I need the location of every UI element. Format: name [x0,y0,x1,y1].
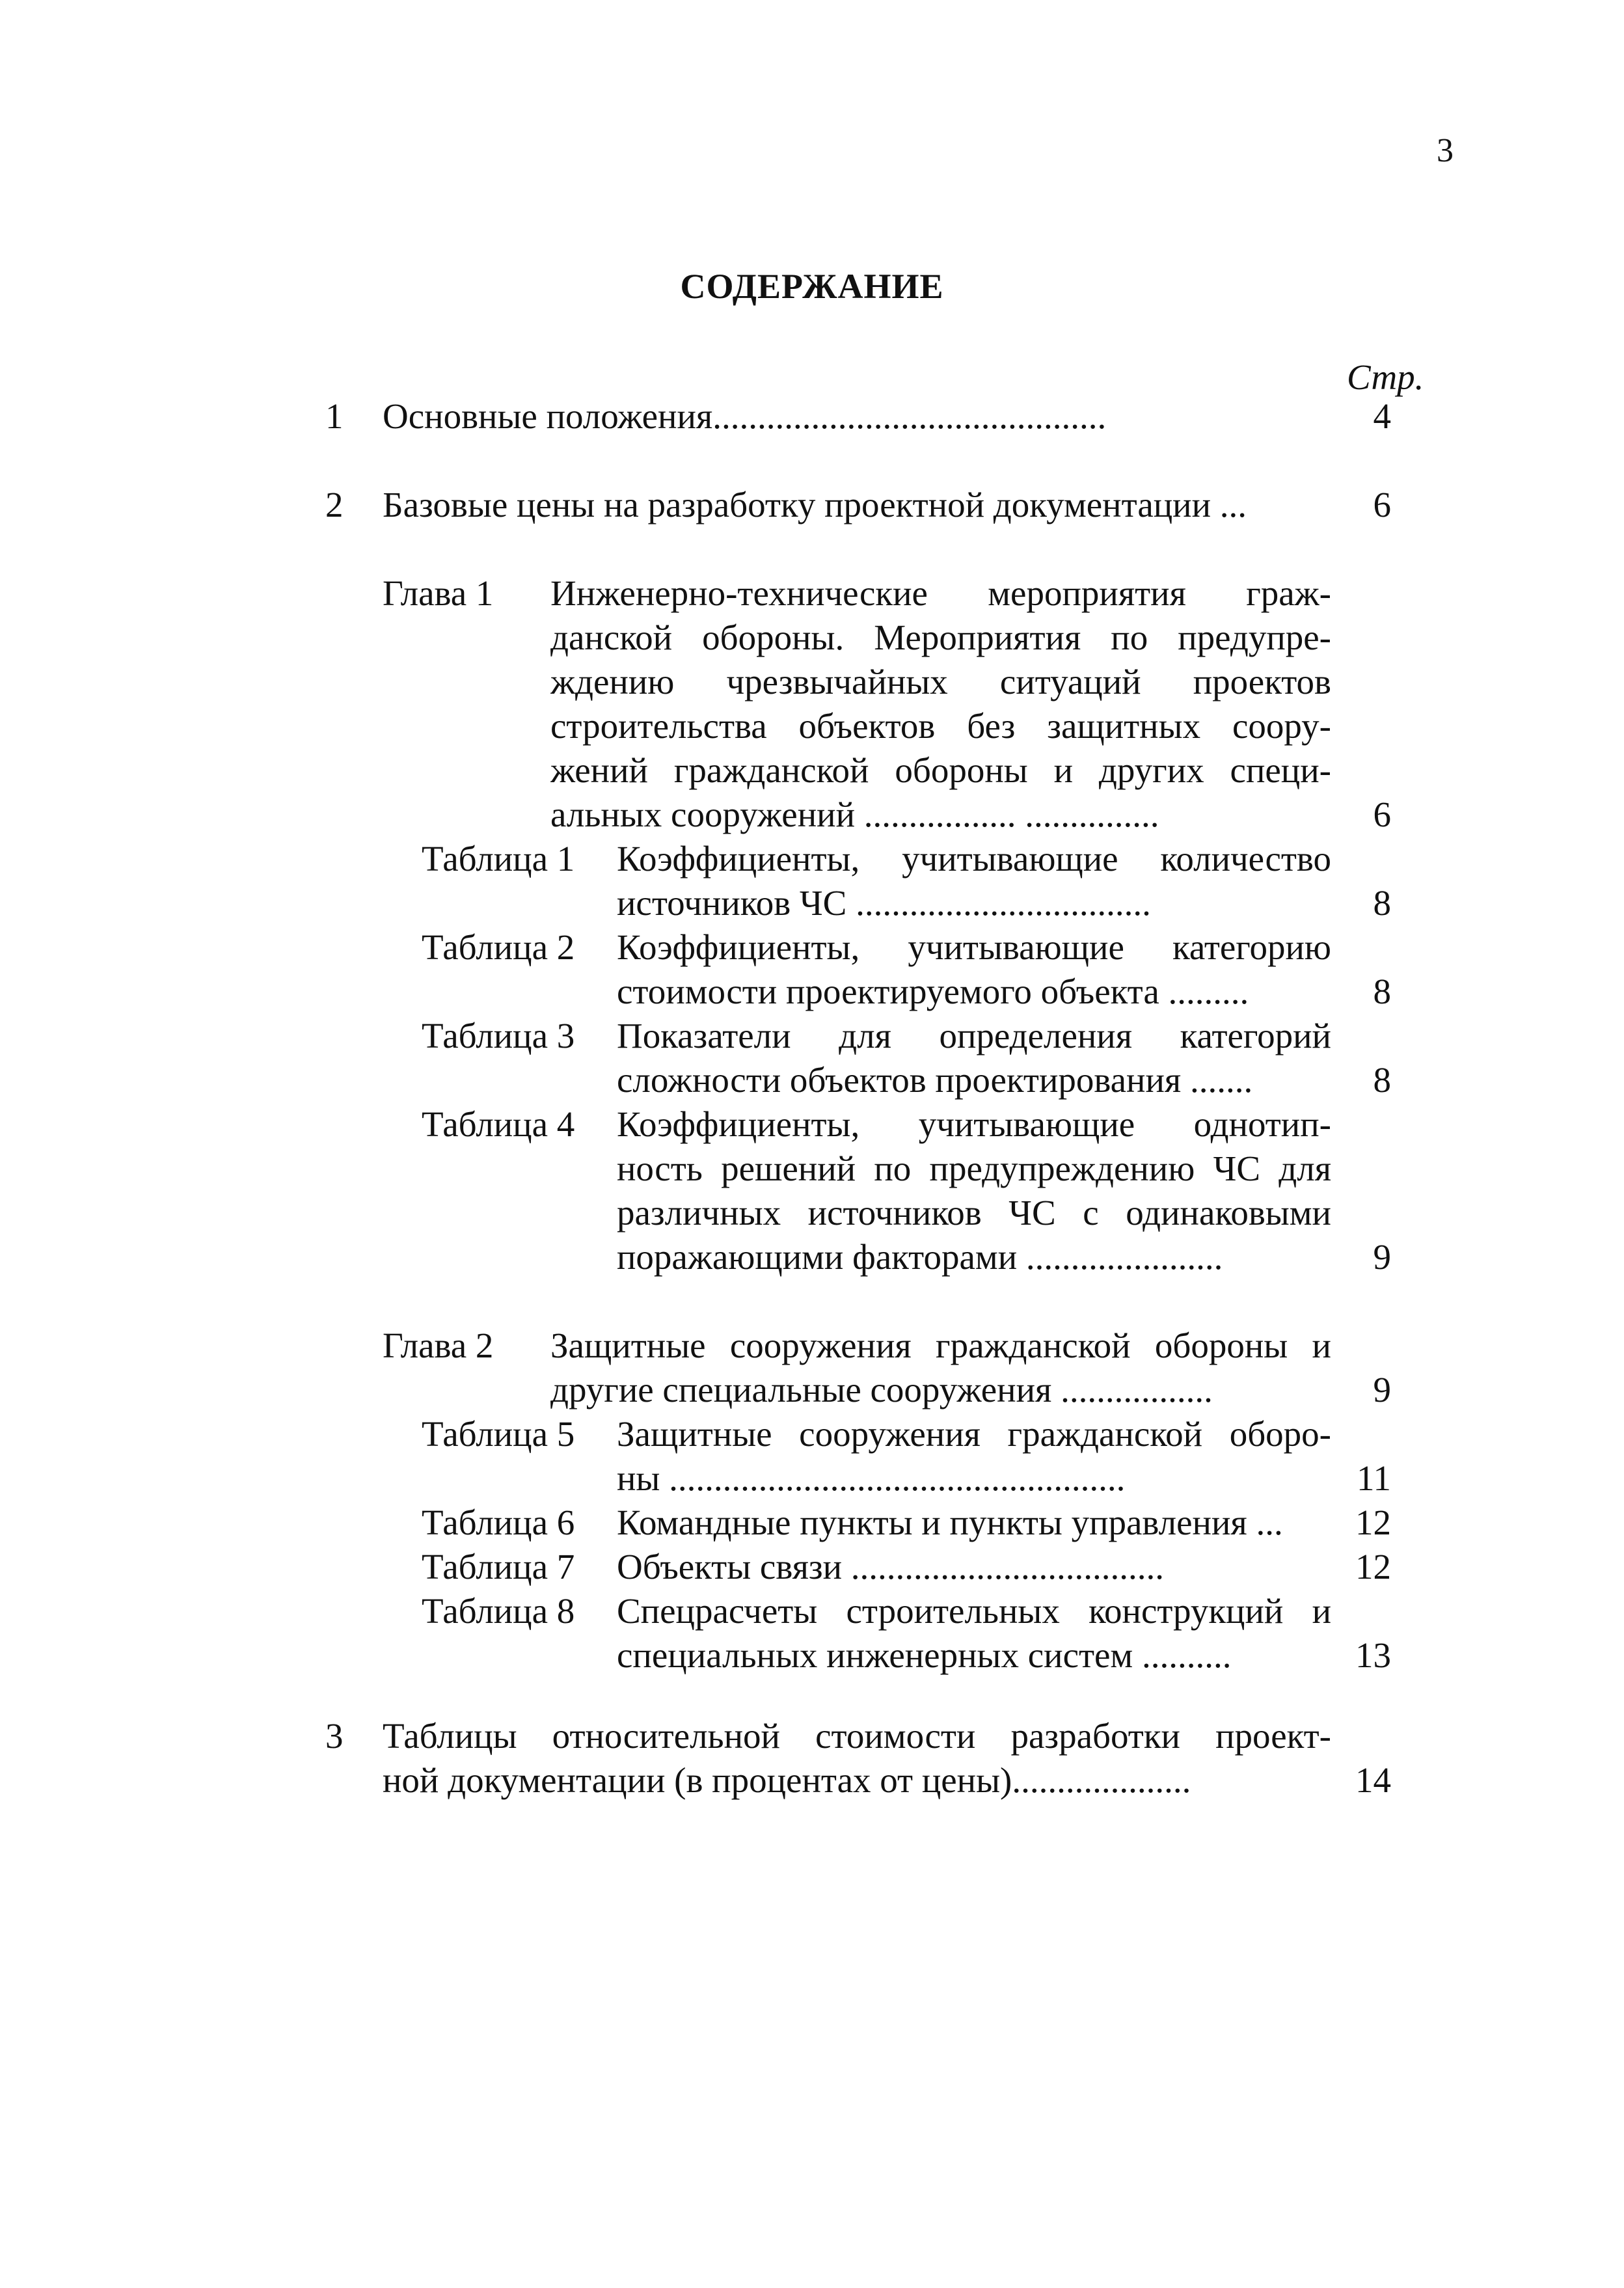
toc-page-ref: 13 [1355,1635,1391,1675]
toc-entry-line: строительства объектов без защитных соору- [550,706,1331,746]
toc-section-number: 3 [325,1716,344,1756]
toc-entry-line: жений гражданской обороны и других специ- [550,750,1331,790]
toc-section-number: 2 [325,485,344,524]
toc-entry-line: Коэффициенты, учитывающие однотип- [617,1104,1331,1144]
toc-page-ref: 4 [1373,396,1391,436]
toc-page-ref: 8 [1373,972,1391,1011]
toc-entry-line: ность решений по предупреждению ЧС для [617,1149,1331,1188]
toc-entry-text [383,483,1333,527]
toc-entry-line: другие специальные сооружения ................. [550,1370,1213,1410]
toc-entry-line: Объекты связи ................................... [617,1547,1165,1587]
toc-table-label: Таблица 7 [422,1547,575,1587]
toc-entry-line: альных сооружений ................. ............... [550,795,1159,834]
toc-table-label: Таблица 6 [422,1503,575,1542]
toc-entry-text [617,1501,1331,1545]
toc-page-ref: 8 [1373,1060,1391,1100]
toc-page-ref: 9 [1373,1370,1391,1410]
toc-entry-line: Защитные сооружения гражданской оборо- [617,1414,1331,1454]
toc-page-ref: 6 [1373,795,1391,834]
toc-table-label: Таблица 5 [422,1414,575,1454]
toc-entry-line: Коэффициенты, учитывающие количество [617,839,1331,878]
toc-entry-line: поражающими факторами ...................... [617,1237,1223,1277]
document-title: СОДЕРЖАНИЕ [680,267,944,306]
toc-page-ref: 11 [1357,1458,1391,1498]
toc-chapter-label: Глава 2 [383,1326,494,1365]
toc-entry-line: Спецрасчеты строительных конструкций и [617,1591,1331,1631]
toc-table-label: Таблица 1 [422,839,575,878]
toc-entry-text [550,571,1331,837]
toc-entry-line: специальных инженерных систем .......... [617,1635,1232,1675]
toc-entry-line: Основные положения............................................ [383,396,1107,436]
toc-table-label: Таблица 2 [422,927,575,967]
toc-page-ref: 6 [1373,485,1391,524]
toc-entry-line: источников ЧС ................................. [617,883,1151,923]
page-number: 3 [1437,132,1454,169]
toc-entry-text [617,1102,1331,1279]
toc-section-number: 1 [325,396,344,436]
toc-entry-text [617,837,1331,925]
toc-table-label: Таблица 8 [422,1591,575,1631]
toc-entry-line: данской обороны. Мероприятия по предупре- [550,618,1331,657]
toc-entry-line: стоимости проектируемого объекта ......... [617,972,1249,1011]
page-column-label: Стр. [1347,357,1424,397]
toc-entry-line: Инженерно-технические мероприятия граж- [550,573,1331,613]
toc-entry-line: Командные пункты и пункты управления ... [617,1503,1283,1542]
toc-page-ref: 9 [1373,1237,1391,1277]
toc-entry-text [617,1545,1331,1589]
toc-entry-text [383,1714,1331,1803]
toc-entry-line: ны ................................................... [617,1458,1126,1498]
toc-page-ref: 12 [1355,1503,1391,1542]
toc-entry-line: различных источников ЧС с одинаковыми [617,1193,1331,1233]
toc-entry-line: ной документации (в процентах от цены).................... [383,1760,1191,1800]
toc-entry-text [550,1324,1331,1412]
toc-entry-line: Базовые цены на разработку проектной документации ... [383,485,1247,524]
toc-entry-line: Таблицы относительной стоимости разработки проект- [383,1716,1331,1756]
toc-table-label: Таблица 4 [422,1104,575,1144]
toc-entry-text [617,1014,1331,1102]
toc-chapter-label: Глава 1 [383,573,494,613]
toc-entry-line: Защитные сооружения гражданской обороны и [550,1326,1331,1365]
toc-entry-line: сложности объектов проектирования ....... [617,1060,1253,1100]
toc-page-ref: 14 [1355,1760,1391,1800]
toc-entry-line: ждению чрезвычайных ситуаций проектов [550,662,1331,701]
toc-entry-line: Показатели для определения категорий [617,1016,1331,1055]
toc-page-ref: 12 [1355,1547,1391,1587]
toc-table-label: Таблица 3 [422,1016,575,1055]
toc-entry-text [617,1412,1331,1501]
toc-entry-line: Коэффициенты, учитывающие категорию [617,927,1331,967]
toc-entry-text [617,925,1331,1014]
toc-entry-text [617,1589,1331,1678]
toc-page-ref: 8 [1373,883,1391,923]
toc-entry-text [383,394,1320,439]
